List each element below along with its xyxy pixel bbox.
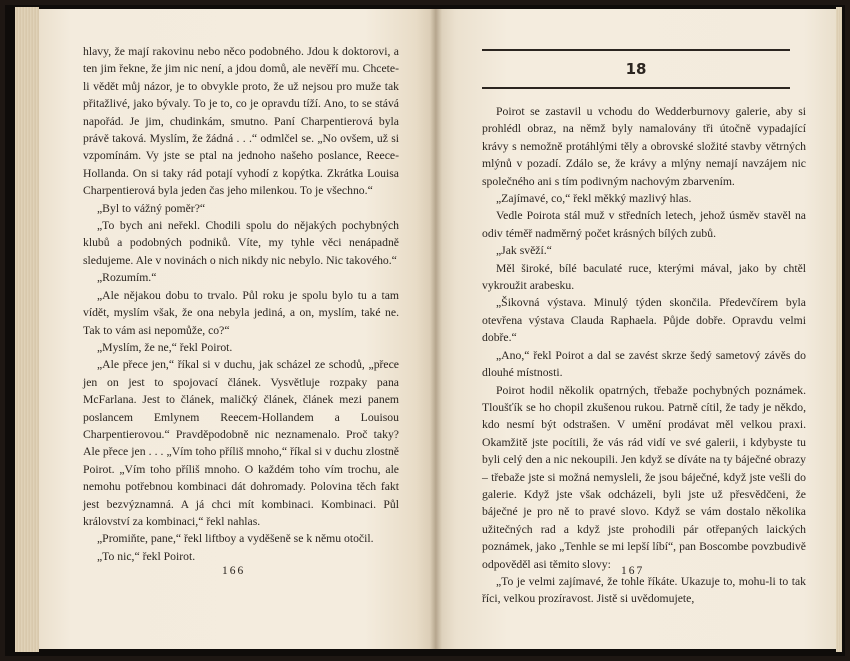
chapter-rule-bottom	[482, 87, 790, 89]
page-number-left: 166	[222, 565, 246, 577]
paragraph: „Promiňte, pane,“ řekl liftboy a vyděšeně se k němu otočil.	[97, 532, 374, 546]
paragraph: „Šikovná výstava. Minulý týden skončila. Předevčírem byla otevřena výstava Clauda Raphaela. Půjde dobře. Opravdu velmi dobře.“	[482, 296, 806, 345]
paragraph: Poirot hodil několik opatrných, třebaže pochybných poznámek. Tloušťík se ho chopil zkušenou rukou. Patrně cítil, že tady je někdo, kdo nesmí být odstrašen. V umění prodávat měl velkou praxi. Okamžitě jste pocítili, že vás rád vidí ve své galerii, i kdybyste tu byli celý den a nic nekoupili. Jen když se díváte na ty báječné obrazy – třebaže jste si možná nemysleli, že jsou báječné, když jste vešli do galerie. Když jste však odcházeli, byli jste už přesvědčeni, že báječné je pro ně to pravé slovo. Když se vám dostalo několika užitečných rad a když jste prohodili pár otřepaných laických poznámek, jako „Tenhle se mi lepší líbí“, pan Boscombe povzbudivě odpověděl asi těmito slovy:	[482, 383, 806, 571]
paragraph: „Jak svěží.“	[496, 244, 552, 258]
paragraph: „Ano,“ řekl Poirot a dal se zavést skrze šedý sametový závěs do dlouhé místnosti.	[482, 348, 806, 380]
chapter-number: 18	[625, 60, 647, 78]
paragraph: Poirot se zastavil u vchodu do Wedderburnovy galerie, aby si prohlédl obraz, na němž byly namalovány tři útočně vypadající krávy s nemožně protáhlými těly a obrovské složité stavby větrných mlýnů v pozadí. Zdálo se, že krávy a mlýny nemají navzájem nic společného ani s tím podivným nachovým zbarvením.	[482, 105, 806, 188]
paragraph: hlavy, že mají rakovinu nebo něco podobného. Jdou k doktorovi, a ten jim řekne, že jim nic není, a jdou domů, ale nevěří mu. Chcete-li vědět můj názor, je to obvykle proto, že už nejsou pro muže tak přitažlivé, jako bývaly. To je to, co je opravdu tíží. Ano, to se stává napořád. Je jim, chudinkám, smutno. Paní Charpentierová byla právě taková. Myslím, že žádná . . .“ odmlčel se. „No ovšem, už si vzpomínám. Vy jste se ptal na jednoho našeho poslance, Reece-Hollanda. On si taky rád potají vyhodí z kopýtka. Zkrátka Louisa Charpentierová byla jeden čas jeho milenkou. To je všechno.“	[83, 45, 399, 198]
book-gutter	[430, 9, 442, 649]
paragraph: „To nic,“ řekl Poirot.	[97, 549, 196, 563]
page-number-right: 167	[621, 565, 645, 577]
paragraph: „Myslím, že ne,“ řekl Poirot.	[97, 340, 233, 354]
paragraph: Vedle Poirota stál muž v středních letech, jehož úsměv stavěl na odiv téměř nadměrný počet krásných bílých zubů.	[482, 209, 806, 240]
paragraph: „Byl to vážný poměr?“	[97, 201, 206, 215]
paragraph: „Ale přece jen,“ říkal si v duchu, jak scházel ze schodů, „přece jen on jest to spojovací článek. Vysvětluje rozpaky pana McFarlana. Jest to článek, maličký článek, článek mezi panem poslancem Emlynem Reecem-Hollandem a Louisou Charpentierovou.“ Pravděpodobně nic neznamenalo. Proč taky? Ale přece jen . . . „Vím toho příliš mnoho,“ říkal si v duchu zlostně Poirot. „Vím toho příliš mnoho. O každém toho vím trochu, ale nemohu potřebnou kombinaci dát dohromady. Polovina těch fakt jest bezvýznamná. A já chci mít kombinaci. Kombinaci. Půl království za kombinaci,“ řekl nahlas.	[83, 358, 399, 528]
paragraph: „Rozumím.“	[97, 271, 157, 285]
paragraph: „To je velmi zajímavé, že tohle říkáte. Ukazuje to, mohu-li to tak říci, velkou prozíravost. Jistě si uvědomujete,	[482, 574, 806, 606]
paragraph: „To bych ani neřekl. Chodili spolu do nějakých pochybných klubů a podobných podniků. Víte, my tyhle věci nenápadně sledujeme. Ale v novinách o nich nikdy nic nebylo. Nic takového.“	[83, 219, 399, 267]
left-page	[39, 9, 436, 649]
open-book	[5, 5, 845, 656]
right-page	[436, 9, 836, 649]
paragraph: Měl široké, bílé baculaté ruce, kterými mával, jako by chtěl vykroužit arabesku.	[482, 261, 806, 293]
right-page-text	[482, 103, 806, 608]
left-page-text	[83, 43, 399, 565]
chapter-rule-top	[482, 49, 790, 51]
paragraph: „Zajímavé, co,“ řekl měkký mazlivý hlas.	[496, 192, 692, 206]
page-edges-right	[836, 7, 842, 652]
page-edges-left	[15, 7, 39, 652]
paragraph: „Ale nějakou dobu to trvalo. Půl roku je spolu bylo tu a tam vídět, myslím však, že ona nebyla jediná, a on, myslím, také ne. Tak to vám asi nepomůže, co?“	[83, 288, 399, 337]
